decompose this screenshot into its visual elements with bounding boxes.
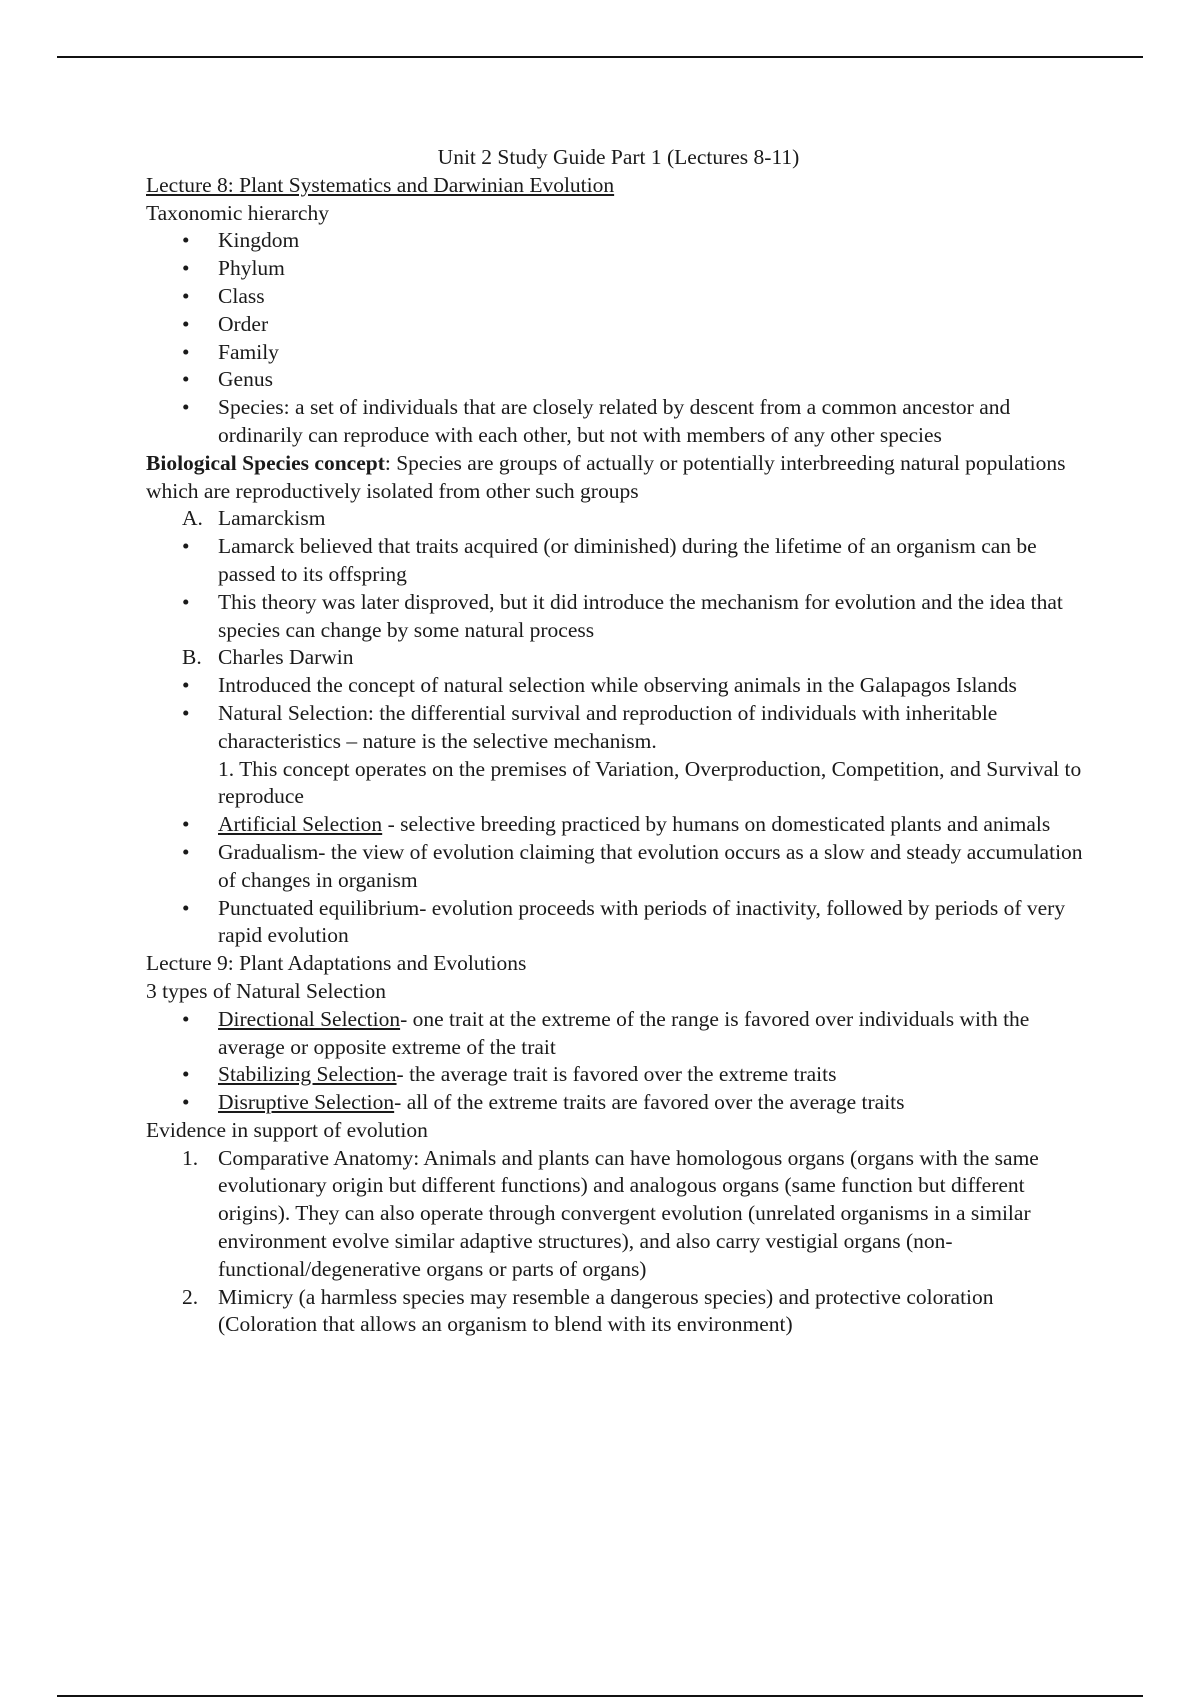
taxonomy-label: Taxonomic hierarchy	[146, 200, 329, 225]
selection-types-list	[146, 1006, 1091, 1117]
taxonomy-item: • Phylum	[146, 255, 1091, 283]
evidence-list	[146, 1145, 1091, 1340]
bsc-text: : Species are groups of actually or potentially interbreeding natural populations which are reproductively isolated from other such groups	[146, 450, 1066, 503]
section-b	[146, 644, 1091, 672]
section-b-text: Charles Darwin	[218, 645, 354, 670]
taxonomy-list	[146, 227, 1091, 449]
header-rule	[57, 56, 1143, 58]
natural-selection-subpoint: 1. This concept operates on the premises of Variation, Overproduction, Competition, and Survival to reproduce	[218, 756, 1082, 809]
biological-species-concept	[146, 450, 1091, 506]
selection-term: Disruptive Selection	[218, 1090, 395, 1115]
selection-type-item	[146, 1006, 1091, 1062]
selection-text: - the average trait is favored over the extreme traits	[396, 1062, 837, 1087]
selection-type-item	[146, 1061, 1091, 1089]
selection-type-item	[146, 1089, 1091, 1117]
lamarckism-bullets	[146, 533, 1091, 644]
lamarckism-bullet: • This theory was later disproved, but it did introduce the mechanism for evolution and the idea that species can change by some natural process	[146, 589, 1091, 645]
taxonomy-item: • Class	[146, 283, 1091, 311]
species-definition: • Species: a set of individuals that are closely related by descent from a common ancestor and ordinarily can reproduce with each other, but not with members of any other species	[146, 394, 1091, 450]
natural-selection-bullet	[146, 700, 1091, 811]
section-a-marker: A.	[182, 506, 203, 531]
document-body	[146, 144, 1091, 1339]
evidence-marker: 2.	[182, 1284, 199, 1309]
section-a-label	[146, 505, 1091, 533]
section-b-marker: B.	[182, 645, 202, 670]
lecture-9-heading: Lecture 9: Plant Adaptations and Evolutions	[146, 951, 527, 976]
taxonomy-item: • Order	[146, 311, 1091, 339]
evidence-marker: 1.	[182, 1145, 199, 1170]
evidence-text: Comparative Anatomy: Animals and plants can have homologous organs (organs with the same evolutionary origin but different functions) and analogous organs (same function but different origins). They can also operate through convergent evolution (unrelated organisms in a similar environment evolve similar adaptive structures), and also carry vestigial organs (non-functional/degenerative organs or parts of organs)	[218, 1145, 1039, 1281]
lamarckism-bullet: • Lamarck believed that traits acquired (or diminished) during the lifetime of an organism can be passed to its offspring	[146, 533, 1091, 589]
selection-term: Stabilizing Selection	[218, 1062, 397, 1087]
section-a-text: Lamarckism	[218, 506, 326, 531]
bsc-term: Biological Species concept	[146, 450, 385, 475]
evidence-text: Mimicry (a harmless species may resemble a dangerous species) and protective coloration (Coloration that allows an organism to blend with its environment)	[218, 1284, 994, 1337]
section-b-label	[146, 644, 1091, 672]
taxonomy-item: • Family	[146, 339, 1091, 367]
evidence-item	[146, 1145, 1091, 1284]
taxonomy-item: • Kingdom	[146, 227, 1091, 255]
artificial-selection-bullet	[146, 811, 1091, 839]
darwin-bullet: • Introduced the concept of natural selection while observing animals in the Galapagos Islands	[146, 672, 1091, 700]
artificial-selection-text: - selective breeding practiced by humans on domesticated plants and animals	[382, 812, 1051, 837]
evidence-label: Evidence in support of evolution	[146, 1117, 428, 1142]
gradualism-bullet: • Gradualism- the view of evolution claiming that evolution occurs as a slow and steady accumulation of changes in organism	[146, 839, 1091, 895]
evidence-item	[146, 1284, 1091, 1340]
document-title: Unit 2 Study Guide Part 1 (Lectures 8-11)	[437, 145, 800, 169]
selection-term: Directional Selection	[218, 1006, 401, 1031]
taxonomy-item: • Genus	[146, 366, 1091, 394]
selection-text: - all of the extreme traits are favored over the average traits	[394, 1090, 905, 1115]
darwin-bullets	[146, 672, 1091, 950]
lecture-8-heading: Lecture 8: Plant Systematics and Darwinian Evolution	[146, 172, 615, 197]
natural-selection-text: Natural Selection: the differential survival and reproduction of individuals with inheritable characteristics – nature is the selective mechanism.	[218, 700, 998, 753]
punctuated-equilibrium-bullet: • Punctuated equilibrium- evolution proceeds with periods of inactivity, followed by periods of very rapid evolution	[146, 895, 1091, 951]
selection-types-label: 3 types of Natural Selection	[146, 978, 387, 1003]
section-a	[146, 505, 1091, 533]
footer-rule	[57, 1695, 1143, 1697]
artificial-selection-term: Artificial Selection	[218, 812, 383, 837]
selection-text: - one trait at the extreme of the range is favored over individuals with the average or opposite extreme of the trait	[218, 1006, 1030, 1059]
